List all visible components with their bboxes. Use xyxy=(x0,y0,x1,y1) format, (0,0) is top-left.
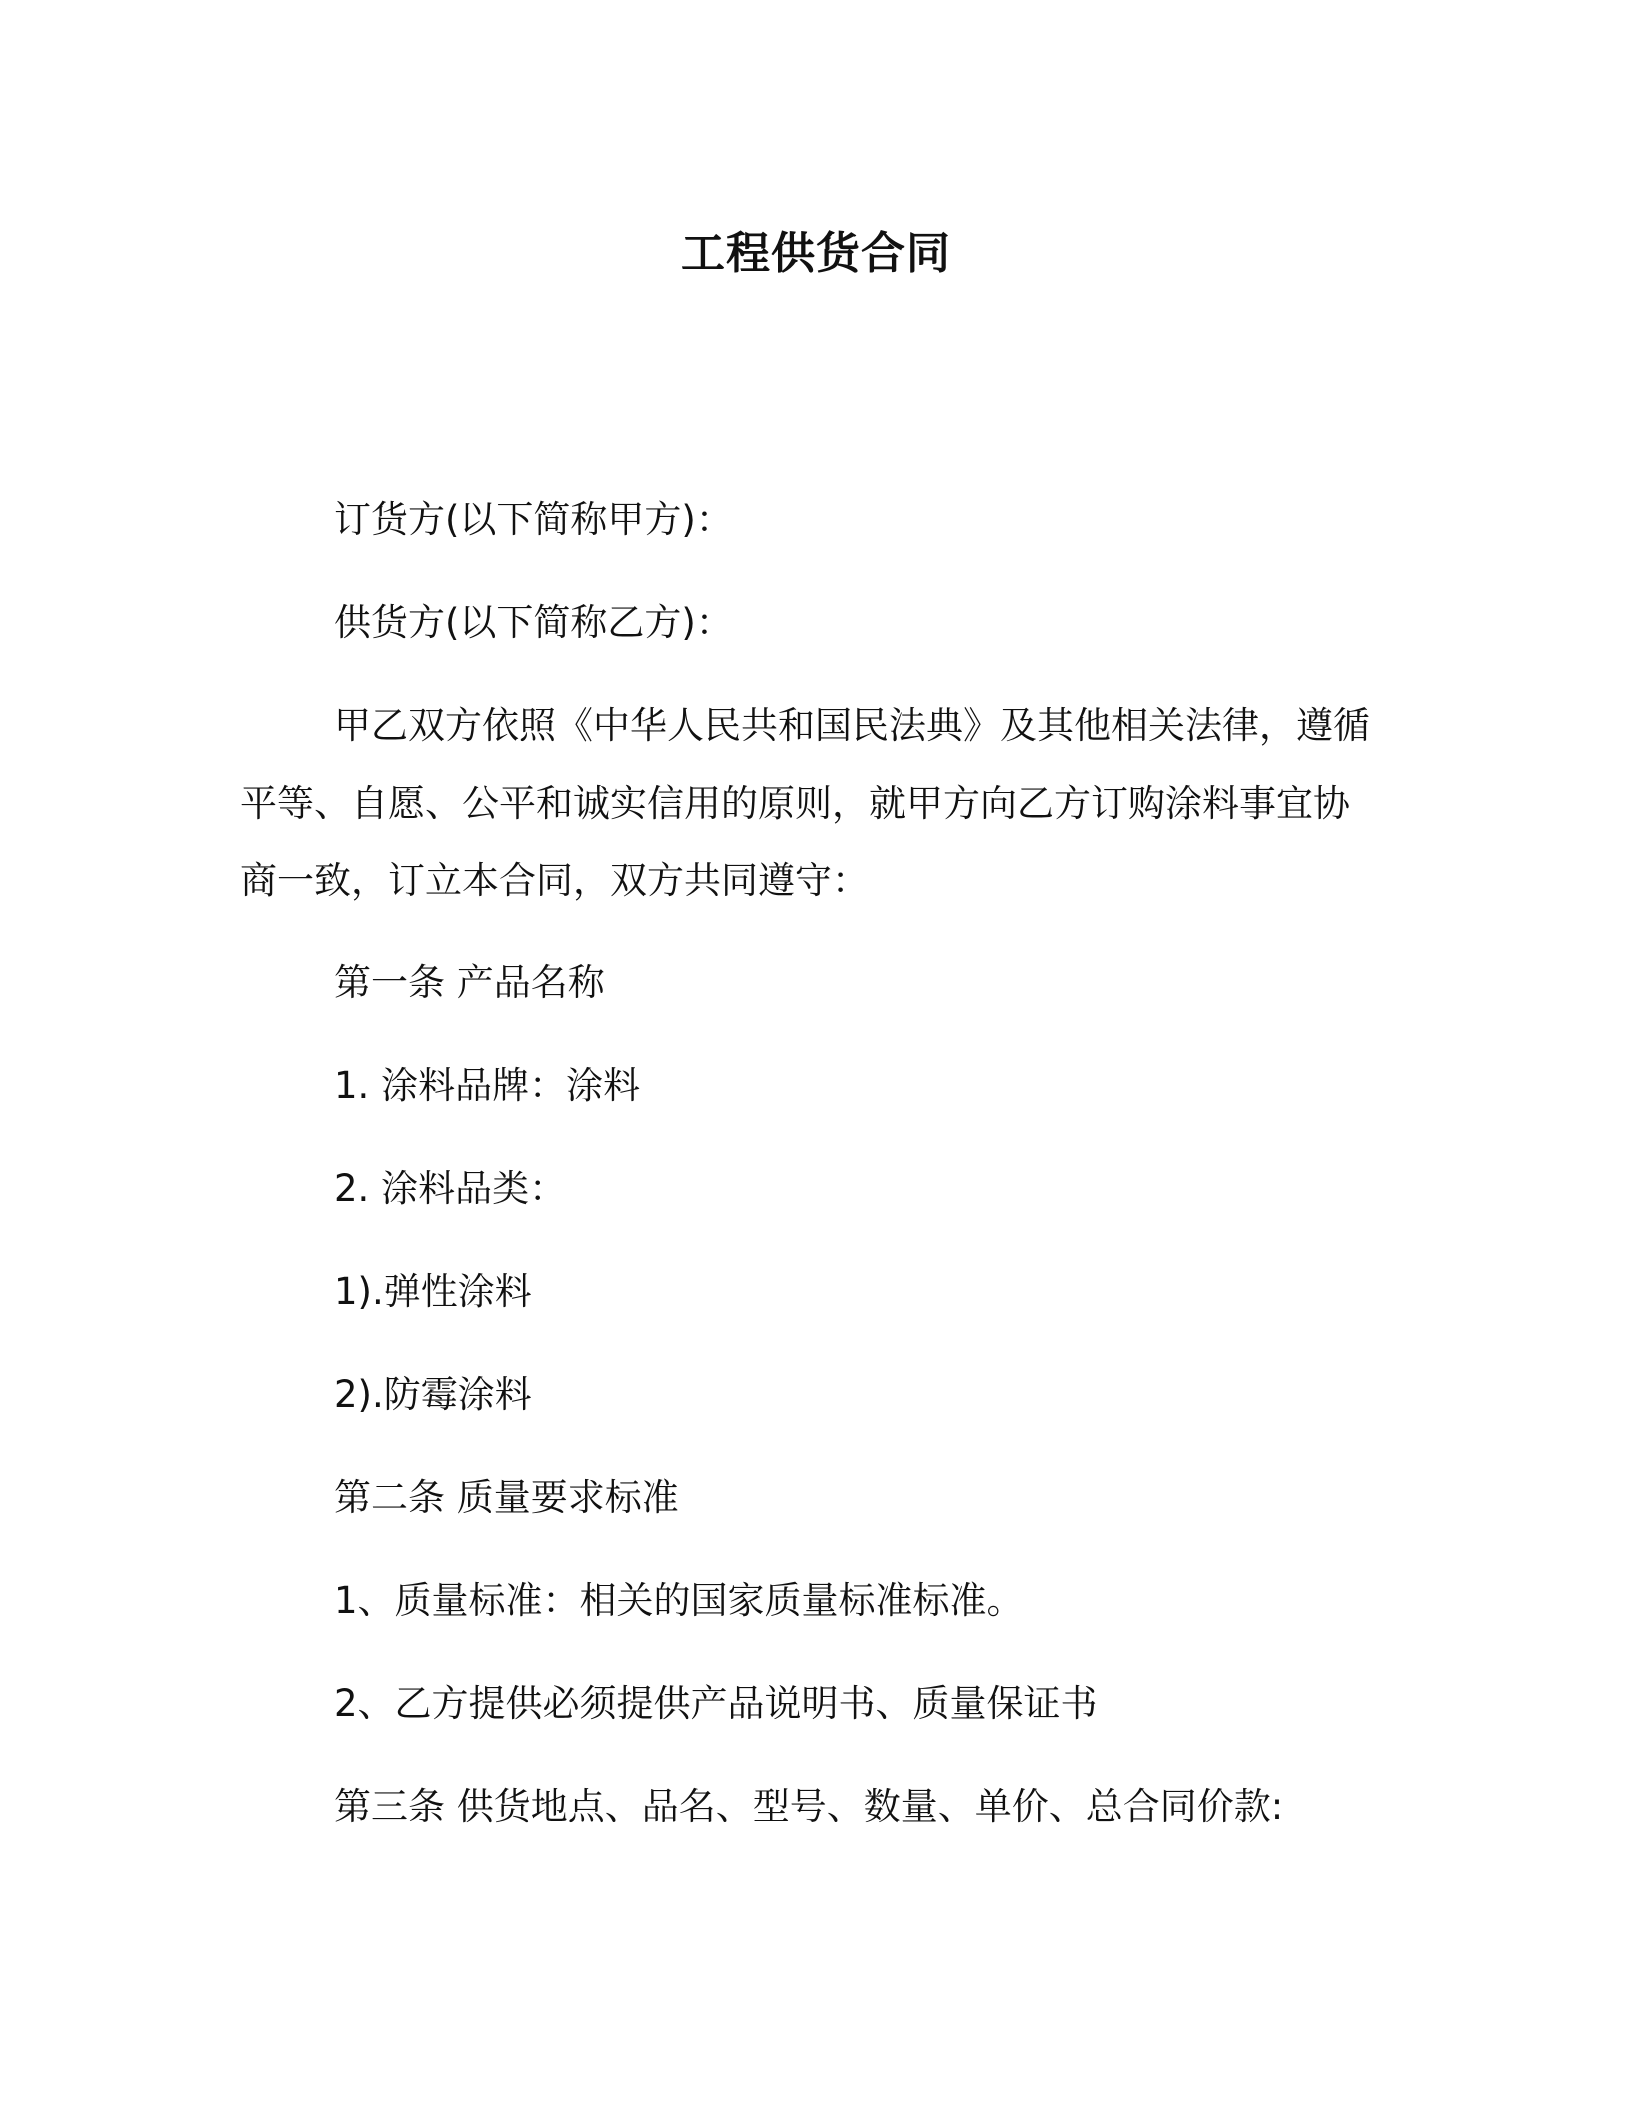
supplier-party-line: 供货方(以下简称乙方)： xyxy=(334,601,733,644)
article-1-subitem-1: 1).弹性涂料 xyxy=(334,1270,532,1313)
preamble-line-3: 商一致，订立本合同，双方共同遵守： xyxy=(240,859,869,902)
preamble-line-1: 甲乙双方依照《中华人民共和国民法典》及其他相关法律，遵循 xyxy=(334,704,1370,747)
article-2-item-2: 2、乙方提供必须提供产品说明书、质量保证书 xyxy=(334,1682,1098,1725)
article-1-item-2: 2. 涂料品类： xyxy=(334,1167,567,1210)
article-2-item-1: 1、质量标准：相关的国家质量标准标准。 xyxy=(334,1579,1024,1622)
document-title: 工程供货合同 xyxy=(681,228,951,279)
preamble-line-2: 平等、自愿、公平和诚实信用的原则，就甲方向乙方订购涂料事宜协 xyxy=(240,782,1350,825)
article-1-heading: 第一条 产品名称 xyxy=(334,961,605,1004)
article-3-heading: 第三条 供货地点、品名、型号、数量、单价、总合同价款: xyxy=(334,1785,1284,1828)
orderer-party-line: 订货方(以下简称甲方)： xyxy=(334,498,733,541)
article-1-item-1: 1. 涂料品牌：涂料 xyxy=(334,1064,641,1107)
article-2-heading: 第二条 质量要求标准 xyxy=(334,1476,679,1519)
article-1-subitem-2: 2).防霉涂料 xyxy=(334,1373,532,1416)
